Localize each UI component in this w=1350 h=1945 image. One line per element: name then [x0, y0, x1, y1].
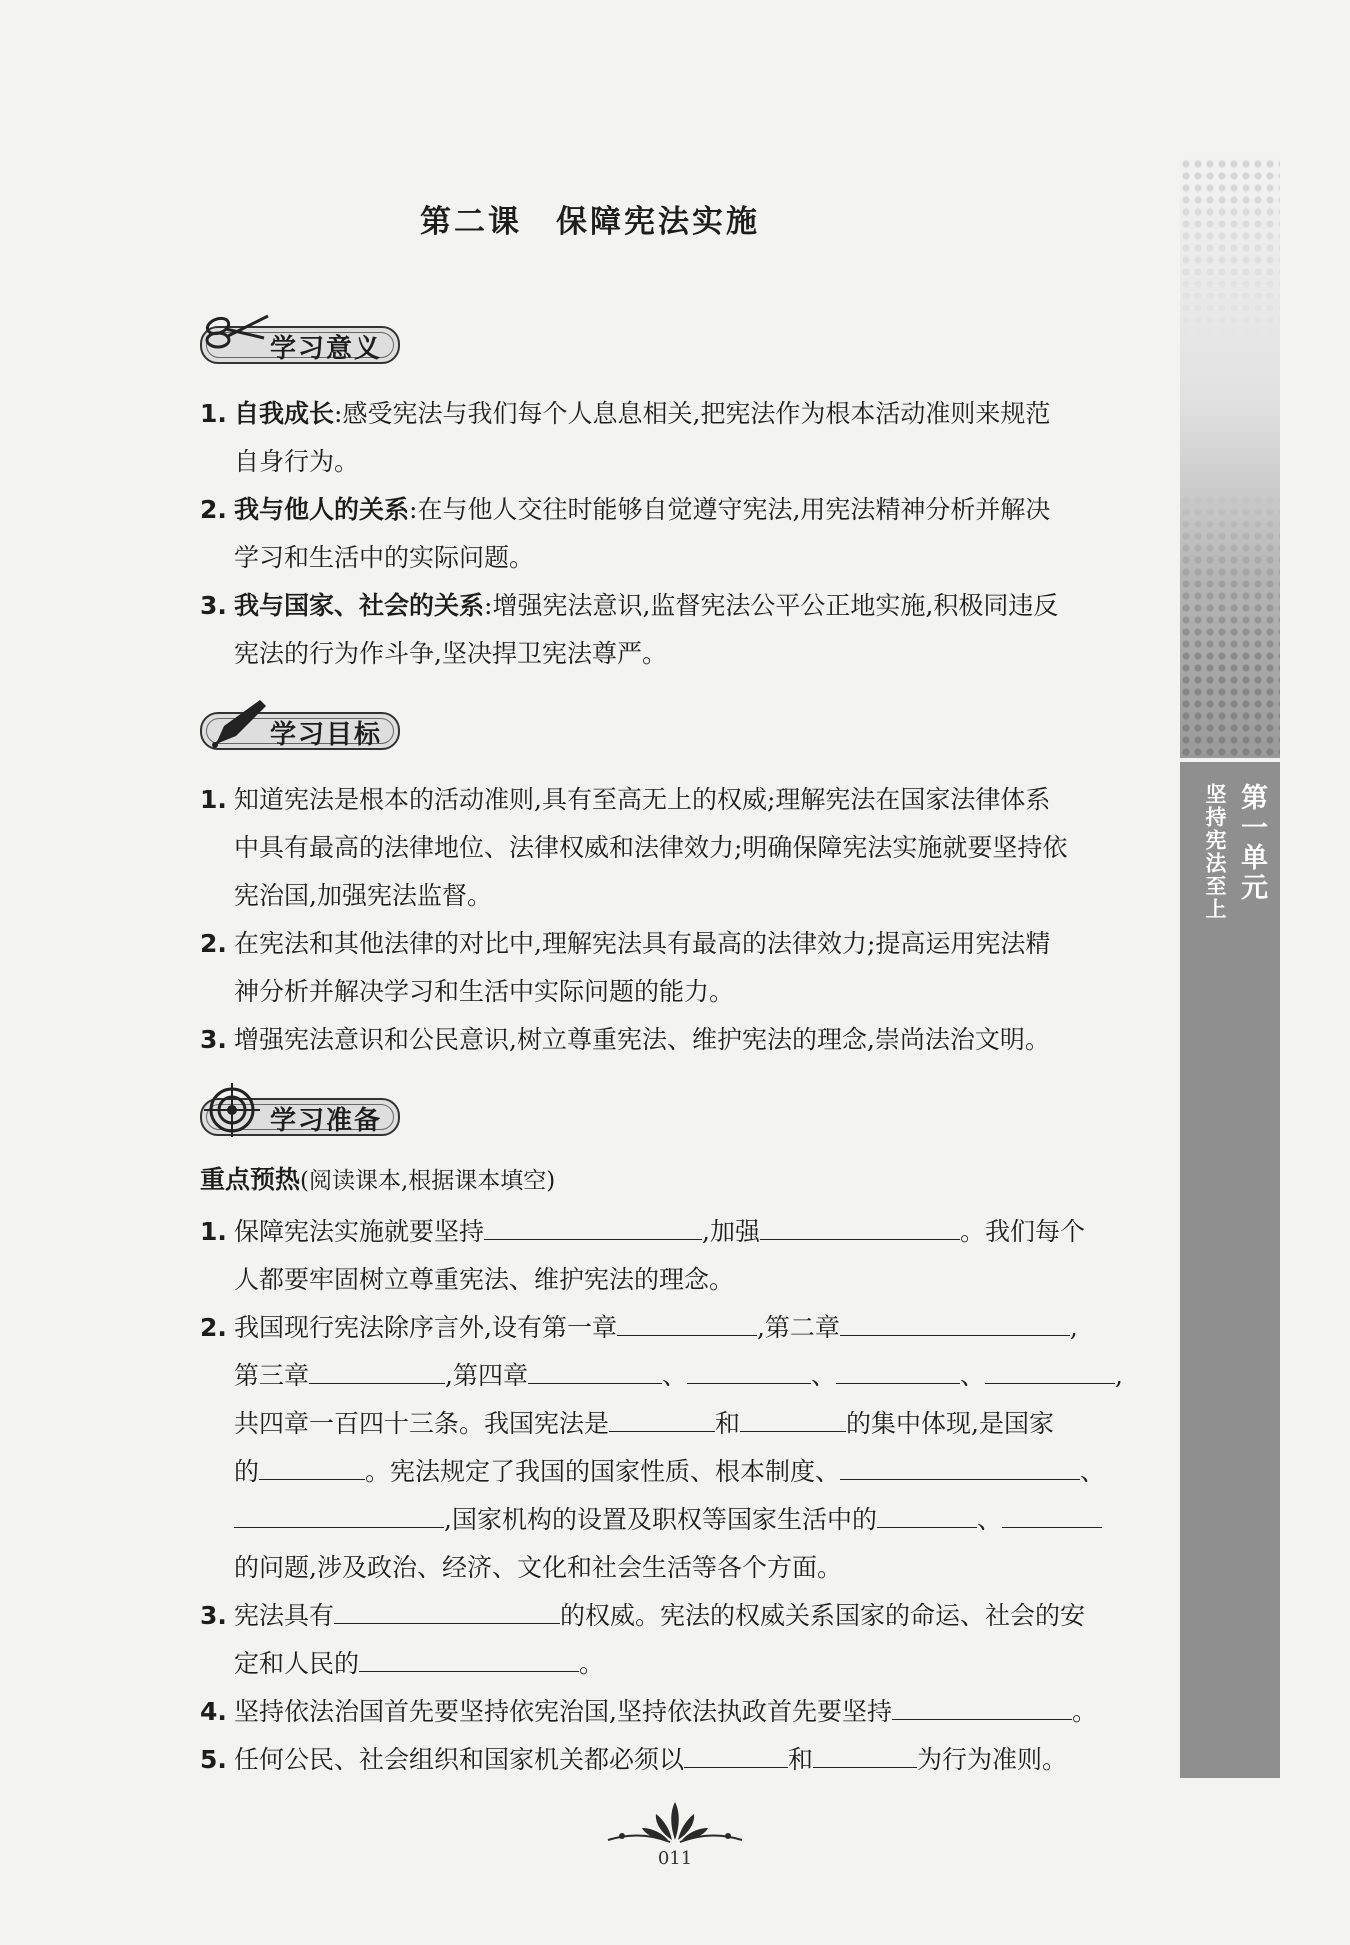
- answer-blank[interactable]: [1002, 1501, 1102, 1528]
- answer-blank[interactable]: [985, 1357, 1115, 1384]
- unit-side-tab: [1180, 158, 1280, 1778]
- fill-question-3: 3. 宪法具有 的权威。宪法的权威关系国家的命运、社会的安 定和人民的 。: [200, 1592, 1158, 1688]
- list-item: 3. 增强宪法意识和公民意识,树立尊重宪法、维护宪法的理念,崇尚法治文明。: [200, 1025, 1050, 1054]
- fill-question-5: 5. 任何公民、社会组织和国家机关都必须以 和 为行为准则。: [200, 1736, 1158, 1784]
- answer-blank[interactable]: [813, 1741, 917, 1768]
- section-header-significance: [200, 318, 400, 364]
- pen-icon: [202, 696, 272, 752]
- target-icon: [202, 1082, 262, 1138]
- section-title-significance: 学习意义: [270, 334, 383, 364]
- section-title-goals: 学习目标: [270, 720, 383, 750]
- section-title-preparation: 学习准备: [270, 1106, 383, 1136]
- page-number: 011: [657, 1848, 693, 1869]
- list-item: 2. 在宪法和其他法律的对比中,理解宪法具有最高的法律效力;提高运用宪法精 神分析并解决学习和生活中实际问题的能力。: [200, 929, 1051, 1006]
- answer-blank[interactable]: [836, 1357, 960, 1384]
- list-item: 1. 自我成长:感受宪法与我们每个人息息相关,把宪法作为根本活动准则来规范 自身行为。: [200, 399, 1051, 476]
- answer-blank[interactable]: [840, 1453, 1080, 1480]
- list-item: 2. 我与他人的关系:在与他人交往时能够自觉遵守宪法,用宪法精神分析并解决 学习和生活中的实际问题。: [200, 495, 1051, 572]
- answer-blank[interactable]: [359, 1645, 579, 1672]
- list-item: 1. 知道宪法是根本的活动准则,具有至高无上的权威;理解宪法在国家法律体系 中具有最高的法律地位、法律权威和法律效力;明确保障宪法实施就要坚持依 宪治国,加强宪法监督。: [200, 785, 1068, 910]
- answer-blank[interactable]: [687, 1357, 811, 1384]
- side-tab-theme: 坚持宪法至上: [1203, 783, 1227, 921]
- section-header-goals: [200, 704, 400, 750]
- side-tab-decoration: [1180, 158, 1280, 758]
- answer-blank[interactable]: [528, 1357, 662, 1384]
- answer-blank[interactable]: [740, 1405, 846, 1432]
- page-title: 第二课 保障宪法实施: [420, 204, 760, 240]
- answer-blank[interactable]: [760, 1213, 960, 1240]
- fill-question-2: 2. 我国现行宪法除序言外,设有第一章 ,第二章 , 第三章 ,第四章 、 、 、 , 共四章一百四十三条。我国宪法是 和 的集中体现,是国家 的 。宪法规定了我国的国家性质、根本制度、 、 ,国家机构的设置及职权等国家生活中的 、 的问题,涉及政治、经济、文化和社会生活等各个方面。: [200, 1304, 1158, 1592]
- answer-blank[interactable]: [840, 1309, 1070, 1336]
- fill-question-1: 1. 保障宪法实施就要坚持 ,加强 。我们每个 人都要牢固树立尊重宪法、维护宪法的理念。: [200, 1208, 1158, 1304]
- answer-blank[interactable]: [684, 1741, 788, 1768]
- list-item: 3. 我与国家、社会的关系:增强宪法意识,监督宪法公平公正地实施,积极同违反 宪法的行为作斗争,坚决捍卫宪法尊严。: [200, 591, 1059, 668]
- answer-blank[interactable]: [484, 1213, 702, 1240]
- answer-blank[interactable]: [609, 1405, 715, 1432]
- answer-blank[interactable]: [877, 1501, 977, 1528]
- side-tab-unit: 第一单元: [1236, 783, 1267, 903]
- answer-blank[interactable]: [309, 1357, 445, 1384]
- answer-blank[interactable]: [892, 1693, 1072, 1720]
- fill-question-4: 4. 坚持依法治国首先要坚持依宪治国,坚持依法执政首先要坚持 。: [200, 1688, 1158, 1736]
- scissors-icon: [202, 310, 272, 360]
- answer-blank[interactable]: [334, 1597, 560, 1624]
- answer-blank[interactable]: [234, 1501, 444, 1528]
- answer-blank[interactable]: [259, 1453, 365, 1480]
- leaf-ornament-icon: [600, 1800, 750, 1850]
- subheading: 重点预热(阅读课本,根据课本填空): [200, 1165, 556, 1194]
- section-header-preparation: [200, 1090, 400, 1136]
- answer-blank[interactable]: [617, 1309, 757, 1336]
